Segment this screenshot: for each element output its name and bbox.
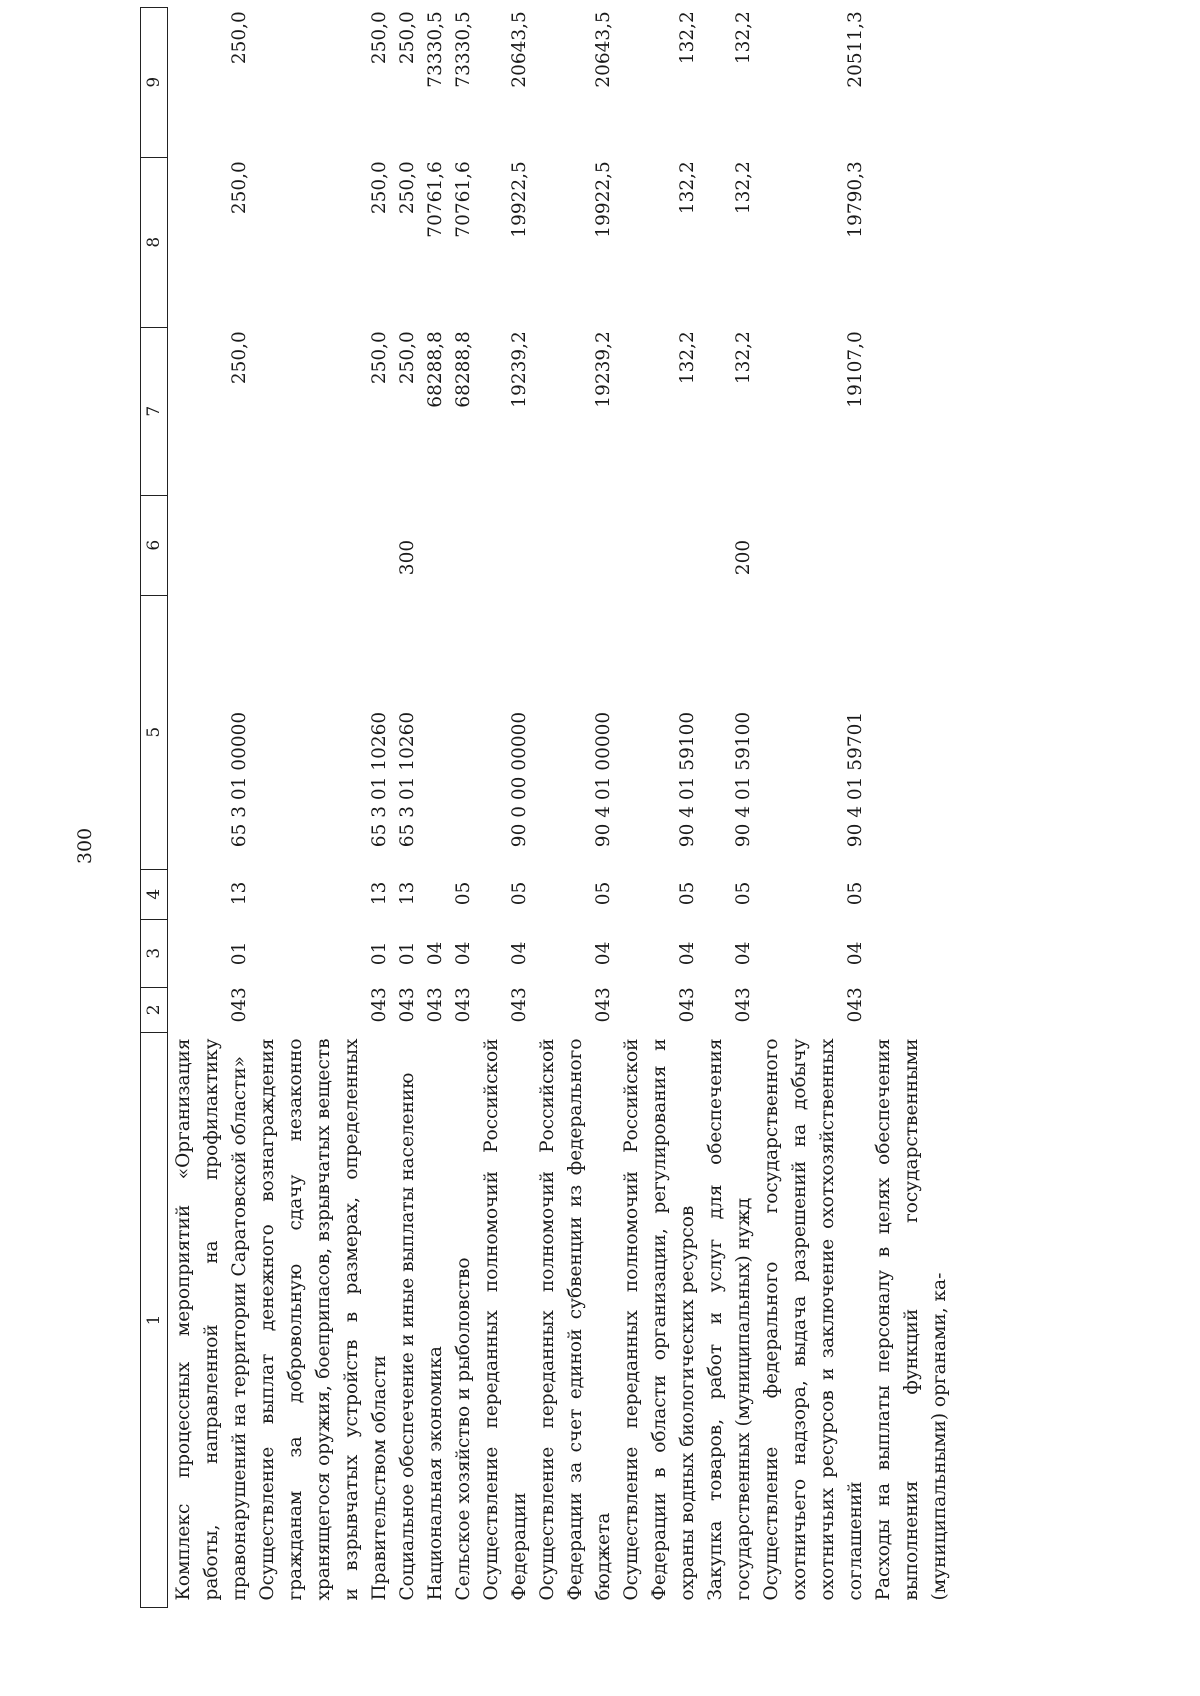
column-number: 9: [141, 7, 168, 157]
column-number: 8: [141, 157, 168, 327]
cell-amount-8: 70761,6: [425, 161, 446, 238]
table-row: [702, 7, 758, 1607]
cell-expense-type: 300: [397, 539, 418, 576]
row-name: Национальная экономика: [425, 1346, 446, 1601]
column-number: 4: [141, 869, 168, 919]
column-number: 1: [141, 1033, 168, 1608]
cell-section: [870, 919, 954, 987]
table-row: [450, 7, 478, 1607]
cell-amount-9: 20643,5: [509, 11, 530, 88]
cell-amount-7: [870, 327, 954, 495]
cell-amount-7: 68288,8: [425, 331, 446, 408]
cell-expense-type: [168, 495, 255, 595]
table-row: [394, 7, 422, 1607]
cell-amount-9: [870, 7, 954, 157]
cell-admin-code: 043: [593, 987, 614, 1023]
cell-expense-type: [478, 495, 534, 595]
cell-target-article: 90 4 01 00000: [593, 711, 614, 848]
cell-amount-7: 19239,2: [593, 331, 614, 408]
cell-target-article: 65 3 01 10260: [369, 711, 390, 848]
page-number: 300: [74, 827, 96, 865]
cell-subsection: 05: [677, 881, 698, 906]
column-number: 3: [141, 919, 168, 987]
cell-section: 01: [397, 941, 418, 966]
cell-admin-code: 043: [509, 987, 530, 1023]
cell-amount-7: 132,2: [677, 331, 698, 385]
cell-subsection: [870, 869, 954, 919]
cell-subsection: 05: [453, 881, 474, 906]
table-row: [870, 7, 954, 1607]
row-name: Осуществление выплат денежного вознаграждения гражданам за добровольную сдачу незаконно хранящегося оружия, боеприпасов, взрывчатых веществ и взрывчатых устройств в размерах, определенных Правительством области: [257, 1038, 390, 1601]
cell-admin-code: 043: [733, 987, 754, 1023]
cell-amount-7: 68288,8: [453, 331, 474, 408]
cell-target-article: 90 4 01 59701: [845, 711, 866, 848]
cell-subsection: 05: [733, 881, 754, 906]
cell-target-article: 65 3 01 10260: [397, 711, 418, 848]
cell-target-article: [870, 595, 954, 869]
table-row: [168, 7, 255, 1607]
cell-target-article: 90 4 01 59100: [677, 711, 698, 848]
cell-amount-7: 132,2: [733, 331, 754, 385]
cell-expense-type: [758, 495, 870, 595]
cell-subsection: 05: [509, 881, 530, 906]
column-number: 5: [141, 595, 168, 869]
cell-admin-code: [870, 987, 954, 1032]
cell-admin-code: 043: [397, 987, 418, 1023]
cell-subsection: 05: [593, 881, 614, 906]
row-name: Закупка товаров, работ и услуг для обеспечения государственных (муниципальных) нужд: [705, 1038, 754, 1601]
cell-amount-7: 19107,0: [845, 331, 866, 408]
header-row: [141, 7, 168, 1607]
cell-amount-9: 20511,3: [845, 11, 866, 88]
cell-amount-9: 250,0: [369, 11, 390, 65]
cell-subsection: [422, 869, 450, 919]
cell-amount-8: 250,0: [369, 161, 390, 215]
cell-amount-8: 132,2: [677, 161, 698, 215]
cell-subsection: 13: [229, 881, 250, 906]
cell-section: 01: [229, 941, 250, 966]
cell-subsection: 05: [845, 881, 866, 906]
cell-amount-8: 250,0: [397, 161, 418, 215]
cell-section: 04: [509, 941, 530, 966]
cell-section: 04: [425, 941, 446, 966]
table-row: [758, 7, 870, 1607]
cell-expense-type: [450, 495, 478, 595]
cell-section: 04: [677, 941, 698, 966]
cell-target-article: 90 0 00 00000: [509, 711, 530, 848]
table-row: [422, 7, 450, 1607]
cell-amount-9: 132,2: [677, 11, 698, 65]
cell-admin-code: 043: [369, 987, 390, 1023]
cell-amount-9: 20643,5: [593, 11, 614, 88]
cell-amount-9: 250,0: [397, 11, 418, 65]
cell-expense-type: [534, 495, 618, 595]
column-number: 7: [141, 327, 168, 495]
cell-amount-7: 250,0: [397, 331, 418, 385]
cell-amount-8: 19922,5: [593, 161, 614, 238]
cell-subsection: 13: [369, 881, 390, 906]
cell-section: 04: [845, 941, 866, 966]
row-name: Комплекс процессных мероприятий «Организация работы, направленной на профилактику правонарушений на территории Саратовской области»: [173, 1038, 250, 1601]
cell-amount-8: [870, 157, 954, 327]
cell-expense-type: [618, 495, 702, 595]
table-row: [478, 7, 534, 1607]
cell-amount-9: 73330,5: [425, 11, 446, 88]
cell-amount-7: 250,0: [229, 331, 250, 385]
column-number: 2: [141, 987, 168, 1032]
row-name: Сельское хозяйство и рыболовство: [453, 1257, 474, 1601]
cell-amount-8: 19790,3: [845, 161, 866, 238]
cell-admin-code: 043: [229, 987, 250, 1023]
cell-amount-7: 19239,2: [509, 331, 530, 408]
row-name: Осуществление переданных полномочий Российской Федерации в области организации, регулирования и охраны водных биологических ресурсов: [621, 1038, 698, 1601]
cell-section: 01: [369, 941, 390, 966]
row-name: Осуществление федерального государственного охотничьего надзора, выдача разрешений на добычу охотничьих ресурсов и заключение охотхозяйственных соглашений: [761, 1038, 866, 1601]
cell-amount-8: 132,2: [733, 161, 754, 215]
cell-amount-8: 70761,6: [453, 161, 474, 238]
table-row: [254, 7, 394, 1607]
row-name: Осуществление переданных полномочий Российской Федерации за счет единой субвенции из федерального бюджета: [537, 1038, 614, 1601]
cell-expense-type: [254, 495, 394, 595]
table-row: [618, 7, 702, 1607]
row-name: Расходы на выплаты персоналу в целях обеспечения выполнения функций государственными (муниципальными) органами, ка-: [873, 1038, 950, 1601]
table-row: [534, 7, 618, 1607]
cell-expense-type: [422, 495, 450, 595]
cell-amount-9: 250,0: [229, 11, 250, 65]
cell-admin-code: 043: [677, 987, 698, 1023]
cell-section: 04: [453, 941, 474, 966]
cell-amount-9: 73330,5: [453, 11, 474, 88]
cell-section: 04: [593, 941, 614, 966]
cell-amount-8: 19922,5: [509, 161, 530, 238]
cell-target-article: 65 3 01 00000: [229, 711, 250, 848]
cell-target-article: [450, 595, 478, 869]
cell-expense-type: [870, 495, 954, 595]
cell-admin-code: 043: [845, 987, 866, 1023]
cell-target-article: 90 4 01 59100: [733, 711, 754, 848]
cell-target-article: [422, 595, 450, 869]
cell-expense-type: 200: [733, 539, 754, 576]
cell-amount-8: 250,0: [229, 161, 250, 215]
cell-admin-code: 043: [453, 987, 474, 1023]
cell-section: 04: [733, 941, 754, 966]
row-name: Осуществление переданных полномочий Российской Федерации: [481, 1038, 530, 1601]
cell-subsection: 13: [397, 881, 418, 906]
cell-amount-9: 132,2: [733, 11, 754, 65]
cell-amount-7: 250,0: [369, 331, 390, 385]
budget-table: [140, 7, 954, 1608]
column-number: 6: [141, 495, 168, 595]
row-name: Социальное обеспечение и иные выплаты населению: [397, 1072, 418, 1601]
cell-admin-code: 043: [425, 987, 446, 1023]
